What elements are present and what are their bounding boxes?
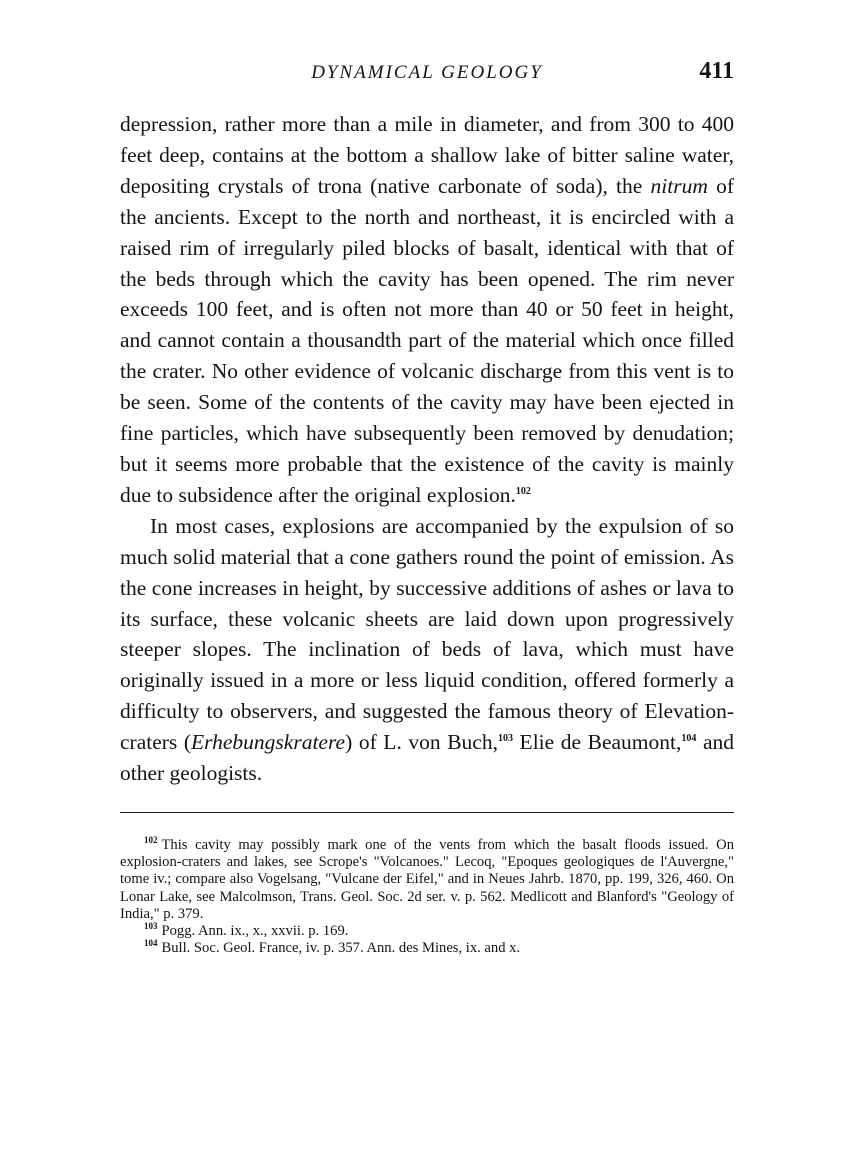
paragraph-text: In most cases, explosions are accompanied by the expulsion of so much solid material that a cone gathers round the point of emission. As the cone increases in height, by successive additions of ashes or lava to its surface, these volcanic sheets are laid down upon progressively steeper slopes. The inclination of beds of lava, which must have originally issued in a more or less liquid condition, offered formerly a difficulty to observers, and suggested the famous theory of Elevation-craters ( [120,513,734,755]
footnote-text: This cavity may possibly mark one of the vents from which the basalt floods issued. On explosion-craters and lakes, see Scrope's "Volcanoes." Lecoq, "Epoques geologiques de l'Auvergne," tome iv.; compare also Vogelsang, "Vulcane der Eifel," and in Neues Jahrb. 1870, pp. 199, 326, 460. On Lonar Lake, see Malcolmson, Trans. Geol. Soc. 2d ser. v. p. 562. Medlicott and Blanford's "Geology of India," p. 379. [120,836,734,922]
paragraph-text: and other geologists. [120,730,734,786]
footnote [120,923,734,940]
footnote-text: Bull. Soc. Geol. France, iv. p. 357. Ann. des Mines, ix. and x. [161,940,521,957]
footnote-reference: 103 [497,732,513,744]
footnote-mark: 103 [144,921,158,932]
footnote-mark: 102 [144,835,158,846]
footnote [120,940,734,957]
footnote-divider [120,812,734,813]
italic-term: nitrum [650,173,708,198]
paragraph-text: depression, rather more than a mile in diameter, and from 300 to 400 feet deep, contains at the bottom a shallow lake of bitter saline water, depositing crystals of trona (native carbonate of soda), the [120,112,734,198]
running-title: DYNAMICAL GEOLOGY [311,62,543,83]
page-number: 411 [699,58,734,84]
footnote [120,837,734,923]
footnote-mark: 104 [144,938,158,949]
footnote-reference: 102 [515,485,531,497]
paragraph [120,109,734,511]
paragraph-text: ) of L. von Buch, [345,730,498,755]
italic-term: Erhebungskratere [191,730,346,755]
paragraph-text: Elie de Beaumont, [512,730,682,755]
paragraph [120,511,734,789]
footnote-text: Pogg. Ann. ix., x., xxvii. p. 169. [161,922,349,939]
footnotes [120,837,734,957]
running-head [120,58,734,92]
paragraph-text: of the ancients. Except to the north and northeast, it is encircled with a raised rim of irregularly piled blocks of basalt, identical with that of the beds through which the cavity has been opened. The rim never exceeds 100 feet, and is often not more than 40 or 50 feet in height, and cannot contain a thousandth part of the material which once filled the crater. No other evidence of volcanic discharge from this vent is to be seen. Some of the contents of the cavity may have been ejected in fine particles, which have subsequently been removed by denudation; but it seems more probable that the existence of the cavity is mainly due to subsidence after the original explosion. [120,173,734,507]
body-text [120,109,734,789]
footnote-reference: 104 [681,732,697,744]
book-page [120,58,734,957]
